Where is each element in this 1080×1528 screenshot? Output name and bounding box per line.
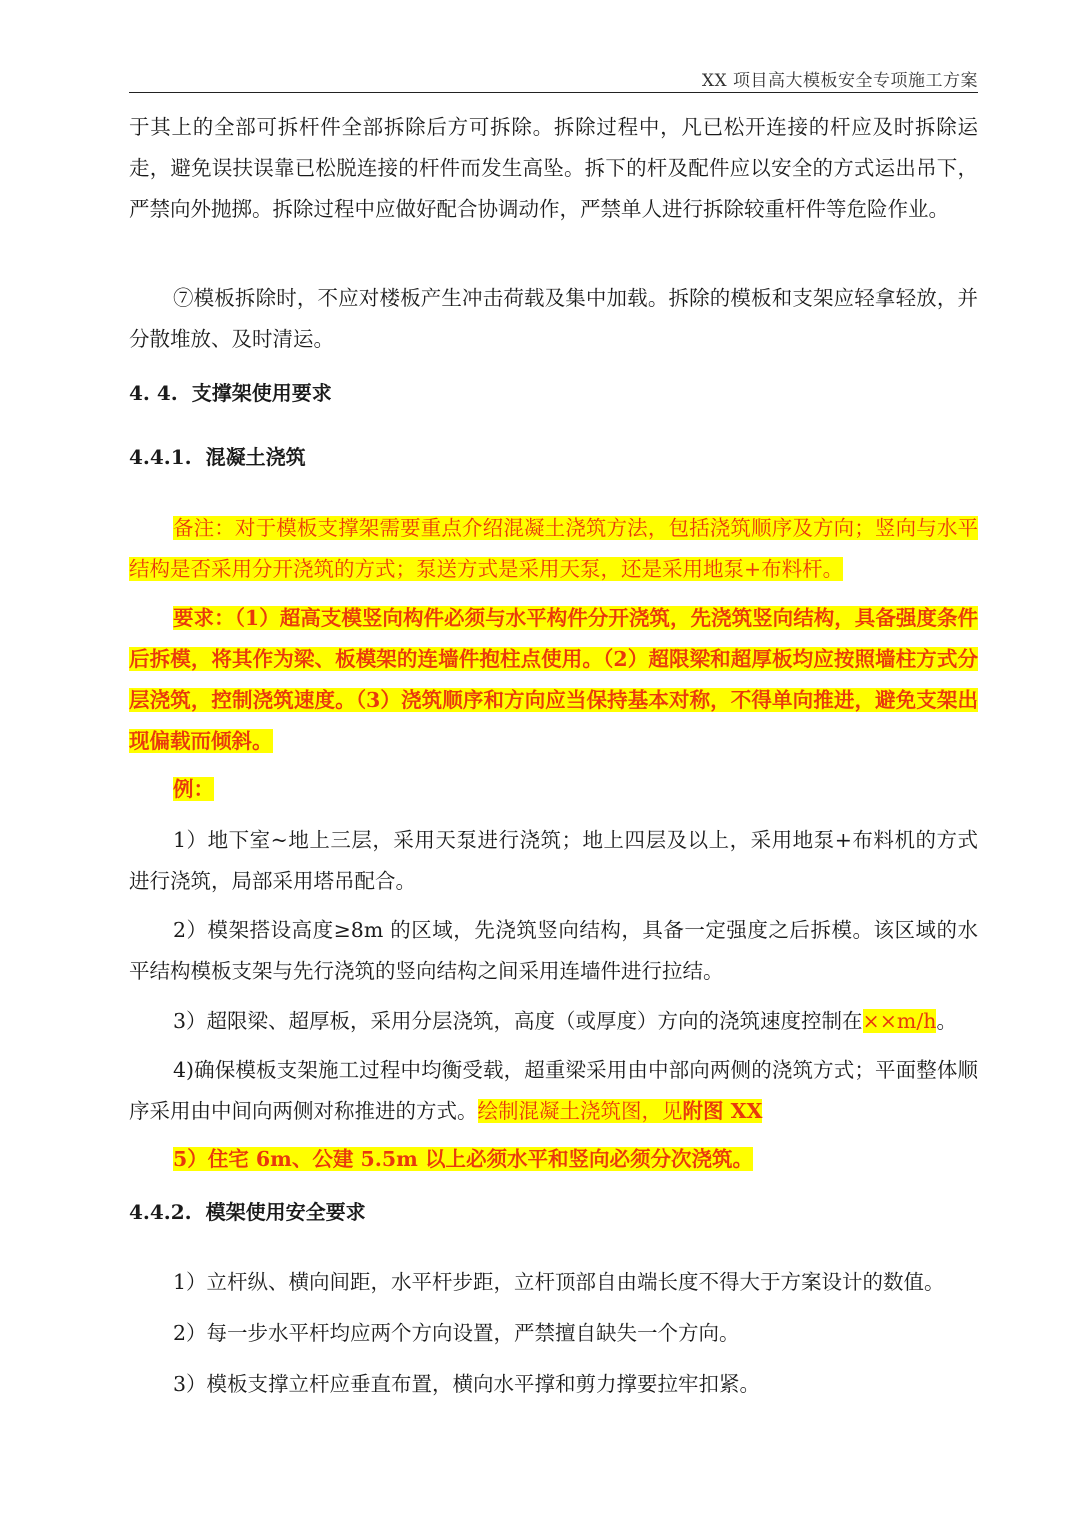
safety-item-2: 2）每一步水平杆均应两个方向设置，严禁擅自缺失一个方向。: [173, 1321, 740, 1345]
drawing-note: 绘制混凝土浇筑图，见: [477, 1099, 683, 1123]
section-number: 4.4.2.: [129, 1200, 192, 1224]
example-item-3: [129, 1001, 978, 1042]
paragraph-dismantle-continued: 于其上的全部可拆杆件全部拆除后方可拆除。拆除过程中，凡已松开连接的杆应及时拆除运走，避免误扶误靠已松脱连接的杆件而发生高坠。拆下的杆及配件应以安全的方式运出吊下，严禁向外抛掷。拆除过程中应做好配合协调动作，严禁单人进行拆除较重杆件等危险作业。: [129, 115, 978, 221]
note-block: [129, 508, 978, 590]
section-number: 4.4.1.: [129, 445, 192, 469]
example-item-3-end: 。: [936, 1009, 957, 1033]
page-header-title: XX 项目高大模板安全专项施工方案: [701, 71, 978, 91]
note-text: 备注：对于模板支撑架需要重点介绍混凝土浇筑方法，包括浇筑顺序及方向；竖向与水平结构是否采用分开浇筑的方式；泵送方式是采用天泵，还是采用地泵+布料杆。: [129, 516, 978, 581]
section-heading-4-4: [129, 377, 332, 406]
safety-item-3: 3）模板支撑立杆应垂直布置，横向水平撑和剪力撑要拉牢扣紧。: [173, 1372, 761, 1396]
section-title: 模架使用安全要求: [205, 1200, 366, 1224]
requirement-text: 要求：（1）超高支模竖向构件必须与水平构件分开浇筑，先浇筑竖向结构，具备强度条件后拆模，将其作为梁、板模架的连墙件抱柱点使用。（2）超限梁和超厚板均应按照墙柱方式分层浇筑，控制浇筑速度。（3）浇筑顺序和方向应当保持基本对称，不得单向推进，避免支架出现偏载而倾斜。: [129, 606, 978, 753]
section-title: 混凝土浇筑: [205, 445, 306, 469]
requirement-block: [129, 598, 978, 762]
example-item-5: 5）住宅 6m、公建 5.5m 以上必须水平和竖向必须分次浇筑。: [173, 1147, 753, 1171]
header-divider: [129, 92, 978, 93]
section-title: 支撑架使用要求: [191, 381, 332, 405]
example-item-2: 2）模架搭设高度≥8m 的区域，先浇筑竖向结构，具备一定强度之后拆模。该区域的水平结构模板支架与先行浇筑的竖向结构之间采用连墙件进行拉结。: [129, 918, 978, 983]
appendix-reference: 附图 XX: [682, 1099, 763, 1123]
example-item-5-block: [129, 1139, 978, 1180]
safety-item-1: 1）立杆纵、横向间距，水平杆步距，立杆顶部自由端长度不得大于方案设计的数值。: [173, 1270, 945, 1294]
example-item-4-text: 4)确保模板支架施工过程中均衡受载，超重梁采用由中部向两侧的浇筑方式；平面整体顺序采用由中间向两侧对称推进的方式。: [129, 1058, 978, 1123]
speed-placeholder: ××m/h: [862, 1009, 937, 1033]
example-item-4: [129, 1050, 978, 1132]
example-label: 例：: [173, 777, 214, 801]
paragraph-formwork-removal: ⑦模板拆除时，不应对楼板产生冲击荷载及集中加载。拆除的模板和支架应轻拿轻放，并分散堆放、及时清运。: [129, 286, 978, 351]
section-heading-4-4-2: [129, 1196, 366, 1225]
section-number: 4. 4.: [129, 381, 178, 405]
example-label-block: [129, 769, 978, 810]
section-heading-4-4-1: [129, 441, 306, 470]
example-item-3-text: 3）超限梁、超厚板，采用分层浇筑，高度（或厚度）方向的浇筑速度控制在: [173, 1009, 863, 1033]
example-item-1: 1）地下室~地上三层，采用天泵进行浇筑；地上四层及以上，采用地泵+布料机的方式进行浇筑，局部采用塔吊配合。: [129, 828, 978, 893]
